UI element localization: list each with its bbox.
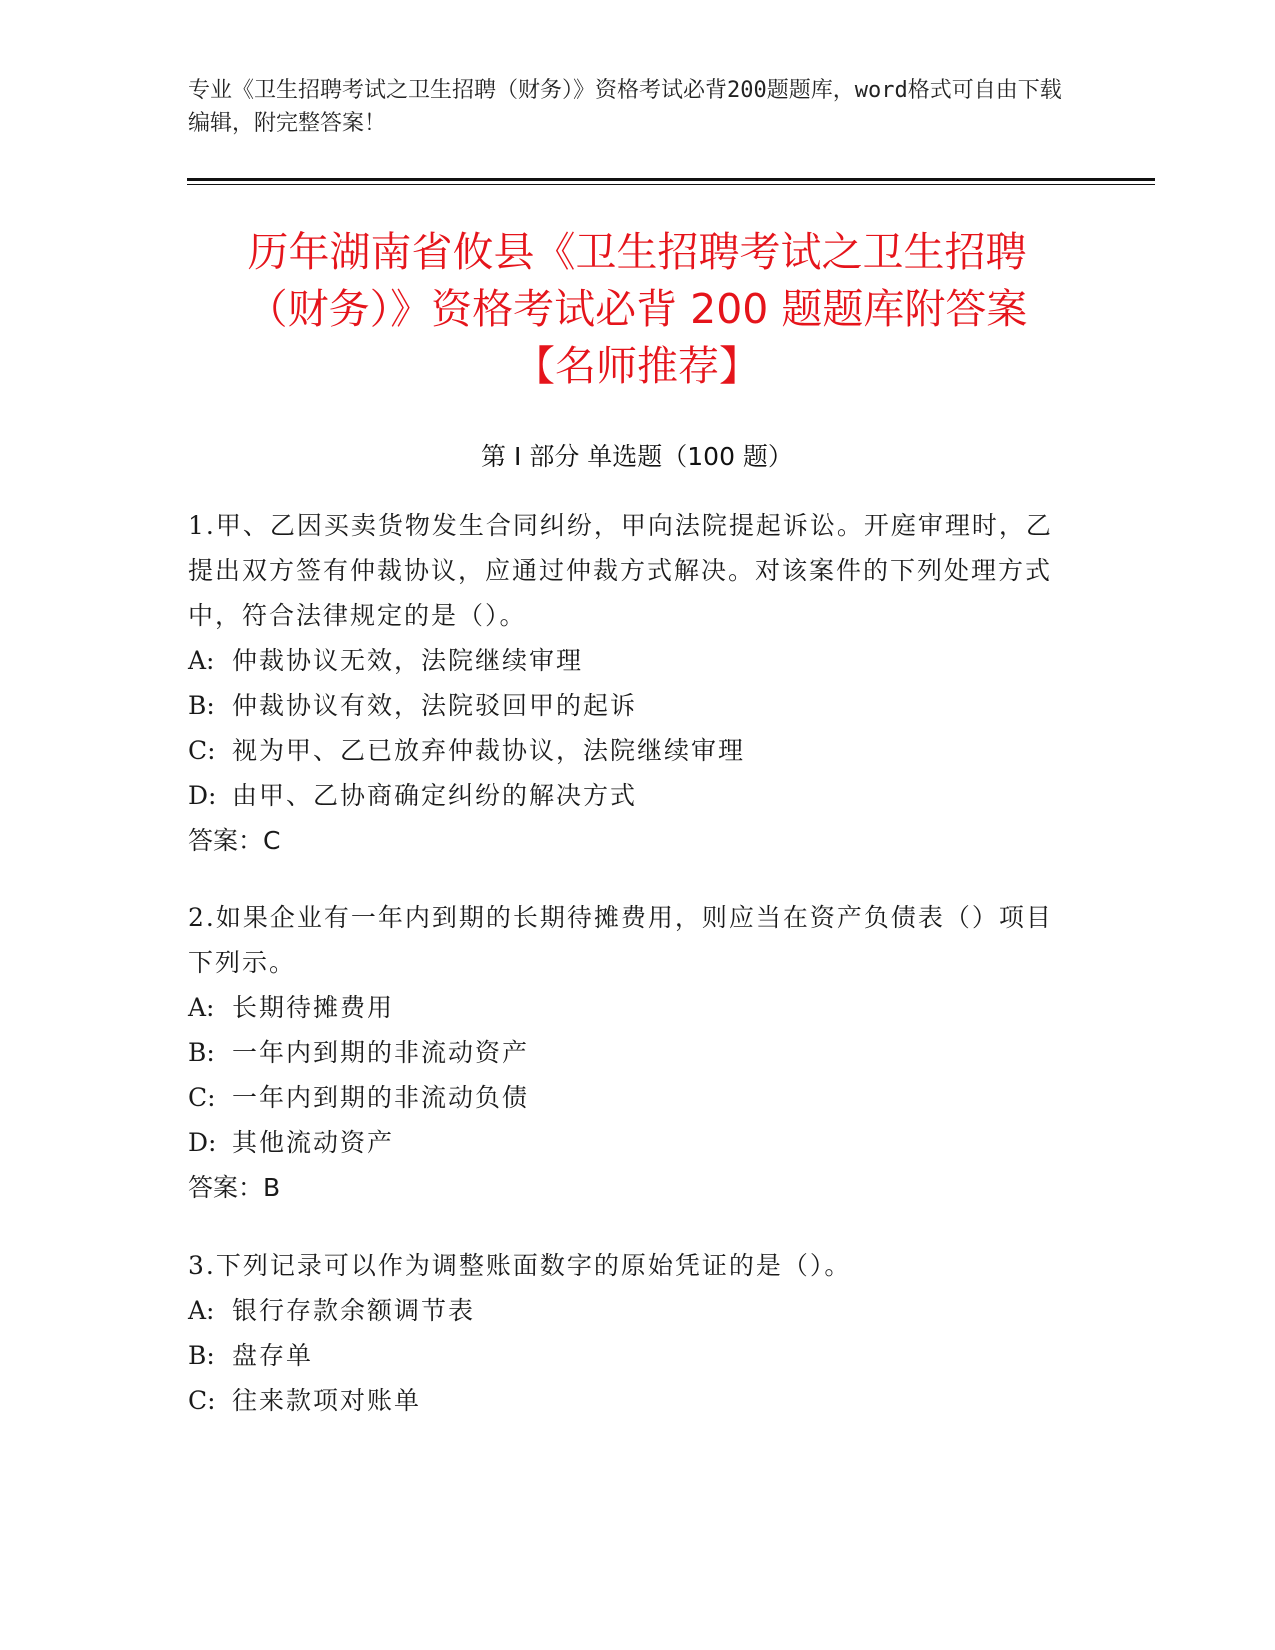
title-line: （财务）》资格考试必背 200 题题库附答案 <box>246 285 1028 333</box>
option-text: 银行存款余额调节表 <box>232 1296 476 1325</box>
option-text: 其他流动资产 <box>232 1128 395 1157</box>
title-line: 【名师推荐】 <box>514 342 760 390</box>
header-divider-thin <box>187 184 1155 185</box>
option-a <box>188 638 1068 683</box>
option-c <box>188 1075 1068 1120</box>
option-text: 仲裁协议无效，法院继续审理 <box>232 646 584 675</box>
option-key: D: <box>188 781 217 810</box>
option-key: C: <box>188 1083 216 1112</box>
question-stem: 1.甲、乙因买卖货物发生合同纠纷，甲向法院提起诉讼。开庭审理时，乙提出双方签有仲裁协议，应通过仲裁方式解决。对该案件的下列处理方式中，符合法律规定的是（）。 <box>188 511 1053 630</box>
option-text: 仲裁协议有效，法院驳回甲的起诉 <box>232 691 638 720</box>
option-key: B: <box>188 1341 215 1370</box>
question-3 <box>188 1243 1068 1423</box>
option-key: B: <box>188 691 215 720</box>
question-stem: 3.下列记录可以作为调整账面数字的原始凭证的是（）。 <box>188 1251 852 1280</box>
option-key: A: <box>188 1296 215 1325</box>
option-b <box>188 1030 1068 1075</box>
option-d <box>188 1120 1068 1165</box>
option-text: 一年内到期的非流动资产 <box>232 1038 530 1067</box>
option-key: D: <box>188 1128 217 1157</box>
option-b <box>188 1333 1068 1378</box>
answer-line: 答案：B <box>188 1173 281 1202</box>
document-title <box>187 224 1087 395</box>
option-text: 视为甲、乙已放弃仲裁协议，法院继续审理 <box>232 736 746 765</box>
option-key: A: <box>188 646 215 675</box>
option-text: 一年内到期的非流动负债 <box>232 1083 530 1112</box>
question-2 <box>188 895 1068 1210</box>
option-c <box>188 1378 1068 1423</box>
answer-line: 答案：C <box>188 826 281 855</box>
title-line: 历年湖南省攸县《卫生招聘考试之卫生招聘 <box>247 228 1027 276</box>
option-key: A: <box>188 993 215 1022</box>
option-key: C: <box>188 1386 216 1415</box>
header-note: 专业《卫生招聘考试之卫生招聘（财务）》资格考试必背200题题库，word格式可自由下载编辑，附完整答案！ <box>188 78 1062 136</box>
option-text: 往来款项对账单 <box>232 1386 422 1415</box>
option-b <box>188 683 1068 728</box>
option-d <box>188 773 1068 818</box>
option-text: 由甲、乙协商确定纠纷的解决方式 <box>232 781 638 810</box>
option-a <box>188 1288 1068 1333</box>
option-c <box>188 728 1068 773</box>
section-title: 第 I 部分 单选题（100 题） <box>481 442 793 471</box>
option-text: 长期待摊费用 <box>232 993 395 1022</box>
header-divider-thick <box>187 178 1155 181</box>
option-text: 盘存单 <box>232 1341 314 1370</box>
option-key: B: <box>188 1038 215 1067</box>
question-1 <box>188 503 1068 863</box>
option-a <box>188 985 1068 1030</box>
option-key: C: <box>188 736 216 765</box>
question-stem: 2.如果企业有一年内到期的长期待摊费用，则应当在资产负债表（）项目下列示。 <box>188 903 1053 977</box>
